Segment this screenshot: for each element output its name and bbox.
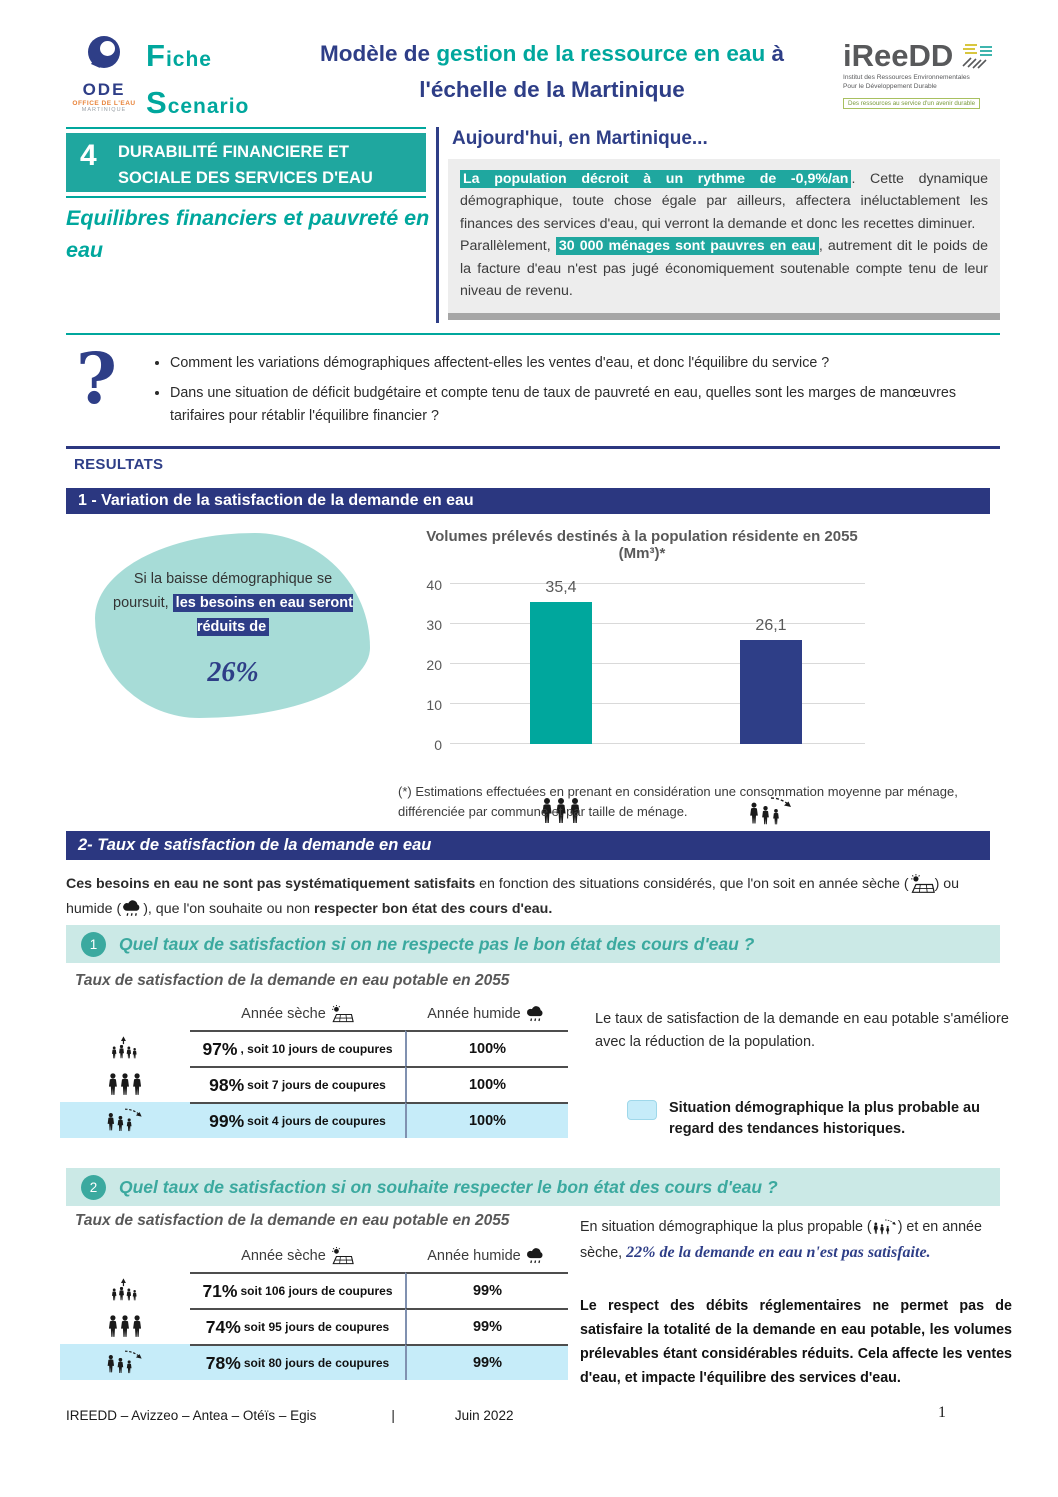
scenario-title xyxy=(118,133,426,192)
banner1-text: Quel taux de satisfaction si on ne respecte pas le bon état des cours d'eau ? xyxy=(119,933,755,954)
dry-note: soit 80 jours de coupures xyxy=(243,1356,390,1370)
table1-row-growth xyxy=(60,1030,568,1066)
col-dry-label: Année sèche xyxy=(241,1006,326,1022)
scenario-number-box xyxy=(66,133,426,192)
satisfaction-table-2 xyxy=(60,1240,568,1380)
population-decline-icon xyxy=(105,1107,145,1133)
page-title xyxy=(272,36,832,108)
table1-title: Taux de satisfaction de la demande en eau potable en 2055 xyxy=(75,972,510,989)
note2-mid: ) et en année sèche, xyxy=(580,1219,982,1261)
ireedd-sub-line1: Institut des Ressources Environnementales xyxy=(843,74,970,81)
bar-value-1: 26,1 xyxy=(755,616,787,634)
table1-dry-cell-0 xyxy=(190,1030,405,1066)
y-axis-tick: 40 xyxy=(426,577,442,593)
question-mark-icon: ? xyxy=(76,337,118,420)
doc-type-line2: Scenario xyxy=(146,85,250,120)
intro-mid-1: en fonction des situations considérés, que l'on soit en année sèche ( xyxy=(475,876,909,892)
wet-pct: 99% xyxy=(472,1355,503,1371)
ode-subtitle-1: OFFICE DE L'EAU xyxy=(72,100,136,107)
table1-dry-cell-2 xyxy=(190,1102,405,1138)
reduction-value: 26% xyxy=(207,656,259,688)
bar-value-0: 35,4 xyxy=(545,579,577,597)
question-list xyxy=(152,352,997,435)
question-banner-2 xyxy=(66,1168,1000,1206)
ireedd-name: iReeDD xyxy=(843,38,954,74)
divider-teal-bottom xyxy=(66,196,426,198)
intro-mid-3: ), que l'on souhaite ou non xyxy=(143,900,314,917)
wet-pct: 100% xyxy=(468,1077,507,1093)
table2-dry-cell-1 xyxy=(190,1308,405,1344)
banner2-number-badge: 2 xyxy=(81,1175,106,1200)
intro-bold-1: Ces besoins en eau ne sont pas systématiquement satisfaits xyxy=(66,876,476,892)
blob-text-start: Si la baisse démographique se poursuit, xyxy=(113,571,333,611)
note2-emphasis: 22% de la demande en eau n'est pas satisfaite. xyxy=(626,1243,931,1261)
results-label: RESULTATS xyxy=(74,456,164,473)
ireedd-hatch-icon xyxy=(959,42,993,70)
table2-row-decline xyxy=(60,1344,568,1380)
wet-pct: 100% xyxy=(468,1113,507,1129)
gridline xyxy=(450,743,865,744)
table2-row-stable xyxy=(60,1308,568,1344)
table2-dry-cell-2 xyxy=(190,1344,405,1380)
y-axis-tick: 30 xyxy=(426,617,442,633)
question-banner-1 xyxy=(66,925,1000,963)
table2-col-dry xyxy=(190,1240,405,1272)
title-part1: Modèle de xyxy=(320,41,437,66)
ode-subtitle-2: MARTINIQUE xyxy=(81,107,127,113)
title-part3: à xyxy=(765,41,784,66)
dry-note: soit 7 jours de coupures xyxy=(247,1078,386,1092)
population-decline-icon xyxy=(872,1218,898,1236)
column-divider xyxy=(436,127,439,323)
banner2-text: Quel taux de satisfaction si on souhaite respecter le bon état des cours d'eau ? xyxy=(119,1176,778,1197)
page-number: 1 xyxy=(938,1404,946,1421)
divider-teal-top xyxy=(66,127,426,129)
population-growth-icon-cell xyxy=(60,1272,190,1308)
table1-header-empty xyxy=(60,998,190,1030)
intro-mid-2: ) ou humide ( xyxy=(66,876,960,917)
table2-col-wet xyxy=(405,1240,568,1272)
table1-row-decline xyxy=(60,1102,568,1138)
today-text-box xyxy=(448,159,1000,320)
chart-title: Volumes prélevés destinés à la population résidente en 2055 (Mm³)* xyxy=(426,528,858,562)
ireedd-subtitle xyxy=(843,74,1053,92)
divider-navy xyxy=(66,446,1000,449)
scenario-number: 4 xyxy=(80,139,97,172)
y-axis-tick: 20 xyxy=(426,657,442,673)
col-dry-label: Année sèche xyxy=(241,1248,326,1264)
table1-dry-cell-1 xyxy=(190,1066,405,1102)
blob-text xyxy=(112,568,354,696)
population-stable-icon xyxy=(106,1313,144,1340)
section2-intro xyxy=(66,872,1000,922)
legend-swatch xyxy=(627,1100,657,1120)
title-line2: l'échelle de la Martinique xyxy=(419,77,685,102)
dry-note: , soit 10 jours de coupures xyxy=(240,1042,393,1056)
population-growth-icon-cell xyxy=(60,1030,190,1066)
dry-year-icon xyxy=(330,1247,354,1266)
dry-note: soit 4 jours de coupures xyxy=(247,1114,386,1128)
table2-header-row xyxy=(60,1240,568,1272)
ode-name: ODE xyxy=(82,80,126,99)
footer-separator: | xyxy=(391,1408,395,1423)
dry-pct: 78% xyxy=(205,1352,241,1373)
wet-pct: 100% xyxy=(468,1041,507,1057)
table1-col-wet xyxy=(405,998,568,1030)
bar-plot xyxy=(426,577,865,753)
question-item-1: • Comment les variations démographiques affectent-elles les ventes d'eau, et donc l'équilibre du service ? xyxy=(170,352,997,375)
table1-note: Le taux de satisfaction de la demande en eau potable s'améliore avec la réduction de la population. xyxy=(595,1011,1009,1051)
section2-header: 2- Taux de satisfaction de la demande en eau xyxy=(66,831,990,860)
probable-situation-legend xyxy=(627,1098,1002,1140)
bar-1 xyxy=(740,640,802,744)
today-heading: Aujourd'hui, en Martinique... xyxy=(452,128,708,149)
table1-row-stable xyxy=(60,1066,568,1102)
bar-0 xyxy=(530,602,592,744)
y-axis-tick: 10 xyxy=(426,697,442,713)
table1-wet-cell-0 xyxy=(405,1030,568,1066)
population-highlight: La population décroit à un rythme de -0,9%/an xyxy=(460,170,851,188)
table2-wet-cell-2 xyxy=(405,1344,568,1380)
table2-bold-note: Le respect des débits réglementaires ne permet pas de satisfaire la totalité de la demande en eau potable, les volumes prélevables étant considérables réduits. Cela affecte les ventes d'eau, et impacte l'équilibre des services d'eau. xyxy=(580,1298,1012,1387)
table1-wet-cell-1 xyxy=(405,1066,568,1102)
col-wet-label: Année humide xyxy=(427,1006,521,1022)
table1-col-dry xyxy=(190,998,405,1030)
legend-text: Situation démographique la plus probable au regard des tendances historiques. xyxy=(669,1100,980,1138)
ireedd-tagline: Des ressources au service d'un avenir durable xyxy=(843,98,980,109)
table2-dry-cell-0 xyxy=(190,1272,405,1308)
banner1-number-badge: 1 xyxy=(81,932,106,957)
table2-wet-cell-0 xyxy=(405,1272,568,1308)
wet-pct: 99% xyxy=(472,1319,503,1335)
dry-pct: 98% xyxy=(209,1074,245,1095)
table2-title: Taux de satisfaction de la demande en eau potable en 2055 xyxy=(75,1212,510,1229)
dry-pct: 97% xyxy=(202,1038,238,1059)
satisfaction-table-1 xyxy=(60,998,568,1138)
population-growth-icon xyxy=(108,1035,142,1061)
population-stable-icon-cell xyxy=(60,1308,190,1344)
wet-year-icon xyxy=(525,1005,546,1024)
section1-header: 1 - Variation de la satisfaction de la demande en eau xyxy=(66,488,990,514)
population-decline-icon-cell xyxy=(60,1344,190,1380)
ireedd-sub-line2: Pour le Développement Durable xyxy=(843,82,937,90)
footer xyxy=(66,1408,926,1423)
divider-teal-full xyxy=(66,333,1000,335)
footer-authors: IREEDD – Avizzeo – Antea – Otéïs – Egis xyxy=(66,1408,317,1423)
dry-pct: 74% xyxy=(205,1316,241,1337)
wet-year-icon xyxy=(525,1247,546,1266)
table2-header-empty xyxy=(60,1240,190,1272)
ireedd-logo xyxy=(843,38,1053,110)
blob-highlight: les besoins en eau seront réduits de xyxy=(173,594,353,636)
dry-year-icon xyxy=(909,874,935,895)
doc-type-line1: Fiche xyxy=(146,38,212,73)
population-decline-icon xyxy=(105,1349,145,1375)
population-decline-icon-cell xyxy=(60,1102,190,1138)
question-item-2: • Dans une situation de déficit budgétaire et compte tenu de taux de pauvreté en eau, quelles sont les marges de manœuvres tarifaires pour rétablir l'équilibre financier ? xyxy=(170,382,997,428)
dry-note: soit 95 jours de coupures xyxy=(243,1320,390,1334)
ode-bubble-icon xyxy=(81,34,127,76)
dry-pct: 71% xyxy=(202,1280,238,1301)
population-stable-icon xyxy=(106,1071,144,1098)
table1-header-row xyxy=(60,998,568,1030)
scenario-title-line2: SOCIALE DES SERVICES D'EAU xyxy=(118,168,373,187)
dry-note: soit 106 jours de coupures xyxy=(240,1284,393,1298)
population-growth-icon xyxy=(108,1277,142,1303)
dry-pct: 99% xyxy=(209,1110,245,1131)
scenario-subtitle: Equilibres financiers et pauvreté en eau xyxy=(66,206,430,263)
y-axis-tick: 0 xyxy=(434,737,442,753)
bar-chart xyxy=(402,528,882,753)
today-p1-rest: . Cette dynamique démographique, toute chose égale par ailleurs, affectera inéluctablement les finances des services d'eau, qui verront la demande et donc les recettes diminuer. xyxy=(460,171,988,232)
ode-logo xyxy=(64,34,144,113)
doc-type xyxy=(146,40,249,134)
gridline xyxy=(450,663,865,664)
table2-row-growth xyxy=(60,1272,568,1308)
wet-pct: 99% xyxy=(472,1283,503,1299)
scenario-title-line1: DURABILITÉ FINANCIERE ET xyxy=(118,143,349,161)
dry-year-icon xyxy=(330,1005,354,1024)
title-part2: gestion de la ressource en eau xyxy=(436,41,766,66)
wet-year-icon xyxy=(121,899,143,919)
population-stable-icon-cell xyxy=(60,1066,190,1102)
gridline xyxy=(450,703,865,704)
gridline xyxy=(450,623,865,624)
col-wet-label: Année humide xyxy=(427,1248,521,1264)
table1-wet-cell-2 xyxy=(405,1102,568,1138)
table2-wet-cell-1 xyxy=(405,1308,568,1344)
footer-date: Juin 2022 xyxy=(454,1408,514,1423)
chart-footnote: (*) Estimations effectuées en prenant en considération une consommation moyenne par ménage, différenciée par commune et par taille de ménage. xyxy=(398,784,958,820)
today-p2-rest: , autrement dit le poids de la facture d'eau n'est pas jugé économiquement soutenable compte tenu de leur niveau de revenu. xyxy=(460,238,988,300)
note2-start: En situation démographique la plus propable ( xyxy=(580,1219,872,1235)
table2-note xyxy=(580,1216,1012,1266)
gridline xyxy=(450,583,865,584)
menages-highlight: 30 000 ménages sont pauvres en eau xyxy=(556,237,819,255)
today-p2-start: Parallèlement, xyxy=(460,238,556,255)
intro-bold-2: respecter bon état des cours d'eau. xyxy=(313,900,553,917)
